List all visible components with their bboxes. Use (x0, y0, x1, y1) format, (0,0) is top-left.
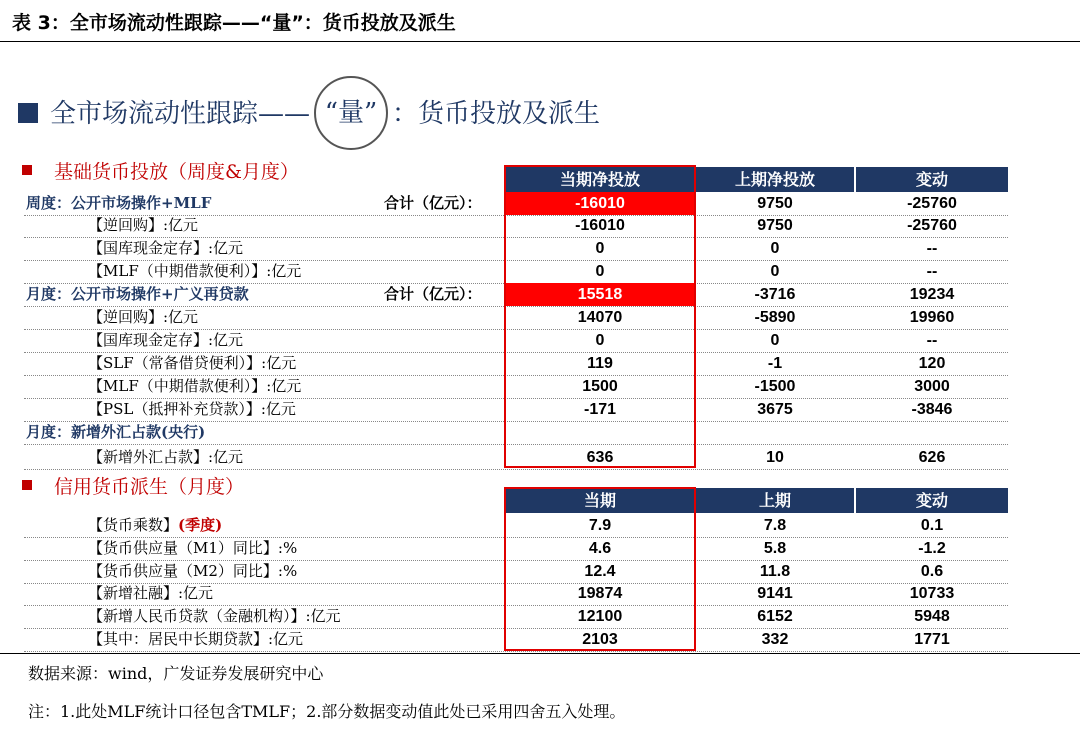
change-value: 19234 (909, 286, 955, 303)
header-previous-net-injection: 上期净投放 (696, 167, 854, 192)
row-label-text: 【新增人民币贷款（金融机构）】:亿元 (88, 607, 341, 625)
current-value: 19874 (577, 585, 623, 602)
change-value: -25760 (907, 195, 957, 212)
previous-value: 9141 (757, 585, 793, 602)
previous-value: 0 (770, 332, 780, 349)
data-source-note: 数据来源：wind，广发证券发展研究中心 (28, 664, 324, 683)
header-change: 变动 (856, 167, 1008, 192)
headline-part1: 全市场流动性跟踪—— (50, 99, 311, 129)
current-value: 119 (587, 355, 613, 372)
change-value: 120 (918, 355, 946, 372)
circled-quantity-label: “量” (314, 76, 388, 150)
header-current: 当期 (506, 488, 694, 513)
previous-value: 11.8 (759, 563, 791, 580)
row-label (88, 560, 297, 583)
change-value: 3000 (914, 378, 950, 395)
row-label (88, 582, 213, 605)
row-label-text: 【国库现金定存】:亿元 (88, 331, 244, 349)
row-label (26, 421, 205, 444)
slide-headline (18, 78, 601, 129)
previous-value: 332 (761, 631, 789, 648)
change-value (856, 421, 1008, 444)
current-value: 15518 (506, 283, 694, 306)
previous-value: -5890 (754, 309, 796, 326)
header-previous: 上期 (696, 488, 854, 513)
previous-value: 9750 (757, 195, 793, 212)
headline-part2: ：货币投放及派生 (392, 99, 601, 129)
section2-title-text: 信用货币派生（月度） (54, 476, 245, 498)
row-label-text: 【货币供应量（M1）同比】:% (88, 539, 298, 557)
current-value: 0 (595, 263, 605, 280)
row-label (88, 398, 296, 421)
previous-value: 9750 (757, 217, 793, 234)
previous-value: 6152 (757, 608, 793, 625)
row-label (88, 628, 303, 651)
current-value: 4.6 (588, 540, 612, 557)
row-label-text: 【货币供应量（M2）同比】:% (88, 562, 298, 580)
row-label (88, 237, 243, 260)
change-value: -3846 (911, 401, 953, 418)
previous-value: 3675 (757, 401, 793, 418)
current-value: 0 (595, 240, 605, 257)
row-label (88, 352, 296, 375)
row-label-text: 【MLF（中期借款便利）】:亿元 (88, 377, 302, 395)
row-label-text: 【新增外汇占款】:亿元 (88, 448, 244, 466)
previous-value: 0 (770, 263, 780, 280)
row-label (88, 329, 243, 352)
row-label (88, 514, 222, 537)
table-caption: 表 3：全市场流动性跟踪——“量”：货币投放及派生 (12, 12, 456, 34)
change-value: 1771 (914, 631, 950, 648)
current-value: 12100 (577, 608, 623, 625)
row-label-text: 【逆回购】:亿元 (88, 308, 199, 326)
row-label (88, 537, 297, 560)
row-label-text: 月度：公开市场操作+广义再贷款 (26, 285, 249, 303)
change-value: 626 (918, 449, 946, 466)
previous-value (696, 421, 854, 444)
total-label: 合计（亿元）： (384, 194, 482, 212)
row-label-suffix: (季度) (178, 516, 223, 534)
row-label (26, 192, 211, 215)
row-label-text: 【SLF（常备借贷便利）】:亿元 (88, 354, 297, 372)
row-label-text: 【其中：居民中长期贷款】:亿元 (88, 630, 304, 648)
previous-value: 5.8 (763, 540, 787, 557)
current-column-outline (504, 487, 696, 651)
change-value: 19960 (909, 309, 955, 326)
previous-value: -1 (767, 355, 783, 372)
change-value: -1.2 (918, 540, 946, 557)
total-label: 合计（亿元）： (384, 285, 482, 303)
row-label-text: 【PSL（抵押补充贷款）】:亿元 (88, 400, 296, 418)
row-label (88, 605, 341, 628)
change-value: -- (926, 240, 938, 257)
change-value: 10733 (909, 585, 955, 602)
row-label (26, 283, 249, 306)
current-value: 7.9 (588, 517, 612, 534)
current-value: -16010 (506, 192, 694, 215)
row-label (88, 306, 198, 329)
previous-value: -3716 (754, 286, 796, 303)
row-label-text: 【逆回购】:亿元 (88, 216, 199, 234)
current-value: -16010 (575, 217, 625, 234)
current-column-outline (504, 165, 696, 468)
change-value: -- (926, 332, 938, 349)
row-label-text: 【国库现金定存】:亿元 (88, 239, 244, 257)
current-value: 14070 (577, 309, 623, 326)
row-label-text: 【MLF（中期借款便利）】:亿元 (88, 262, 302, 280)
change-value: 5948 (914, 608, 950, 625)
current-value: -171 (583, 401, 617, 418)
previous-value: -1500 (754, 378, 796, 395)
footer-divider (0, 653, 1080, 654)
row-label (88, 446, 243, 469)
change-value: -25760 (907, 217, 957, 234)
previous-value: 10 (766, 449, 784, 466)
current-value: 12.4 (584, 563, 616, 580)
change-value: -- (926, 263, 938, 280)
row-label-text: 【新增社融】:亿元 (88, 584, 214, 602)
previous-value: 0 (770, 240, 780, 257)
section1-title-text: 基础货币投放（周度&月度） (54, 161, 299, 183)
previous-value: 7.8 (763, 517, 787, 534)
current-value: 636 (586, 449, 614, 466)
row-label (88, 375, 301, 398)
current-value: 1500 (582, 378, 618, 395)
footnote: 注：1.此处MLF统计口径包含TMLF；2.部分数据变动值此处已采用四舍五入处理。 (28, 702, 626, 721)
current-value: 2103 (582, 631, 618, 648)
square-bullet-icon (18, 103, 38, 123)
row-label-text: 月度：新增外汇占款(央行) (26, 423, 206, 441)
row-label (88, 214, 198, 237)
header-current-net-injection: 当期净投放 (506, 167, 694, 192)
row-label-text: 周度：公开市场操作+MLF (26, 194, 212, 212)
change-value: 0.6 (920, 563, 944, 580)
row-label (88, 260, 301, 283)
header-change: 变动 (856, 488, 1008, 513)
row-label-text: 【货币乘数】 (88, 516, 179, 534)
change-value: 0.1 (920, 517, 944, 534)
current-value: 0 (595, 332, 605, 349)
caption-divider (0, 41, 1080, 42)
